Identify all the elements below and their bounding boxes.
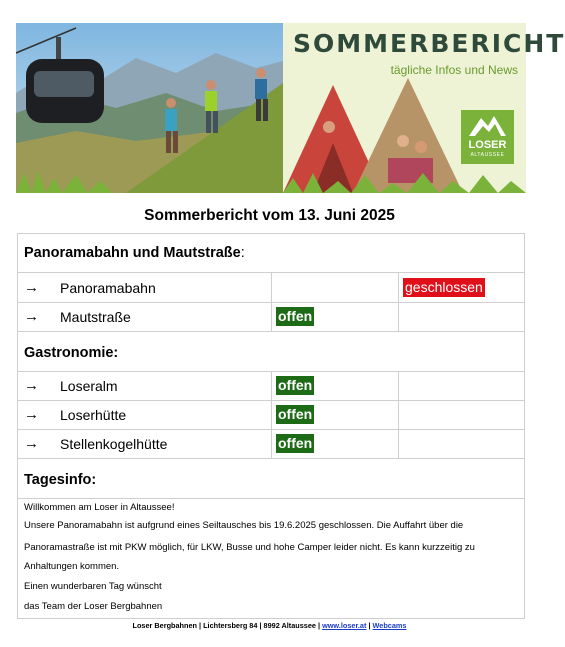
column-divider (398, 371, 399, 458)
row-divider (17, 498, 525, 499)
arrow-icon: → (24, 308, 39, 325)
row-divider (17, 331, 525, 332)
facility-stellenkogelhuette: Stellenkogelhütte (60, 436, 168, 452)
banner-brand-panel (283, 23, 565, 193)
row-divider (17, 458, 525, 459)
info-line: Willkommen am Loser in Altaussee! (24, 502, 175, 513)
header-banner (16, 23, 565, 193)
footer-separator: | (366, 621, 373, 630)
facility-loserhuette: Loserhütte (60, 407, 127, 423)
section-heading-gastronomie: Gastronomie: (24, 345, 119, 361)
facility-panoramabahn: Panoramabahn (60, 280, 156, 296)
brand-title: SOMMERBERICHT (293, 29, 565, 58)
info-line: das Team der Loser Bergbahnen (24, 601, 163, 612)
logo-place: ALTAUSSEE (470, 152, 505, 158)
info-line: Einen wunderbaren Tag wünscht (24, 581, 162, 592)
section-heading-panorama: Panoramabahn und Mautstraße: (24, 245, 245, 261)
webcams-link[interactable]: Webcams (372, 621, 407, 630)
status-badge-closed: geschlossen (405, 279, 483, 295)
mountain-logo-icon (461, 110, 514, 140)
facility-loseralm: Loseralm (60, 378, 118, 394)
status-badge-open: offen (278, 435, 313, 451)
arrow-icon: → (24, 406, 39, 423)
arrow-icon: → (24, 435, 39, 452)
facility-mautstrasse: Mautstraße (60, 309, 131, 325)
logo-name: LOSER (468, 139, 507, 151)
column-divider (271, 272, 272, 331)
footer-address: Loser Bergbahnen | Lichtersberg 84 | 8992 Altaussee | (132, 621, 323, 630)
website-link[interactable]: www.loser.at (322, 621, 367, 630)
arrow-icon: → (24, 377, 39, 394)
info-line: Panoramastraße ist mit PKW möglich, für LKW, Busse und hohe Camper leider nicht. Es kann kurzzeitig zu (24, 542, 475, 553)
summer-hiking-photo (16, 23, 283, 193)
status-badge-open: offen (278, 377, 313, 393)
report-title: Sommerbericht vom 13. Juni 2025 (144, 207, 395, 224)
status-badge-open: offen (278, 406, 313, 422)
loser-logo (461, 110, 514, 164)
status-badge-open: offen (278, 308, 313, 324)
arrow-icon: → (24, 279, 39, 296)
column-divider (398, 272, 399, 331)
brand-subtitle: tägliche Infos und News (390, 63, 518, 77)
info-line: Unsere Panoramabahn ist aufgrund eines Seiltausches bis 19.6.2025 geschlossen. Die Auffahrt über die (24, 520, 464, 531)
footer (0, 621, 539, 630)
info-line: Anhaltungen kommen. (24, 561, 120, 572)
section-heading-tagesinfo: Tagesinfo: (24, 472, 97, 488)
column-divider (271, 371, 272, 458)
